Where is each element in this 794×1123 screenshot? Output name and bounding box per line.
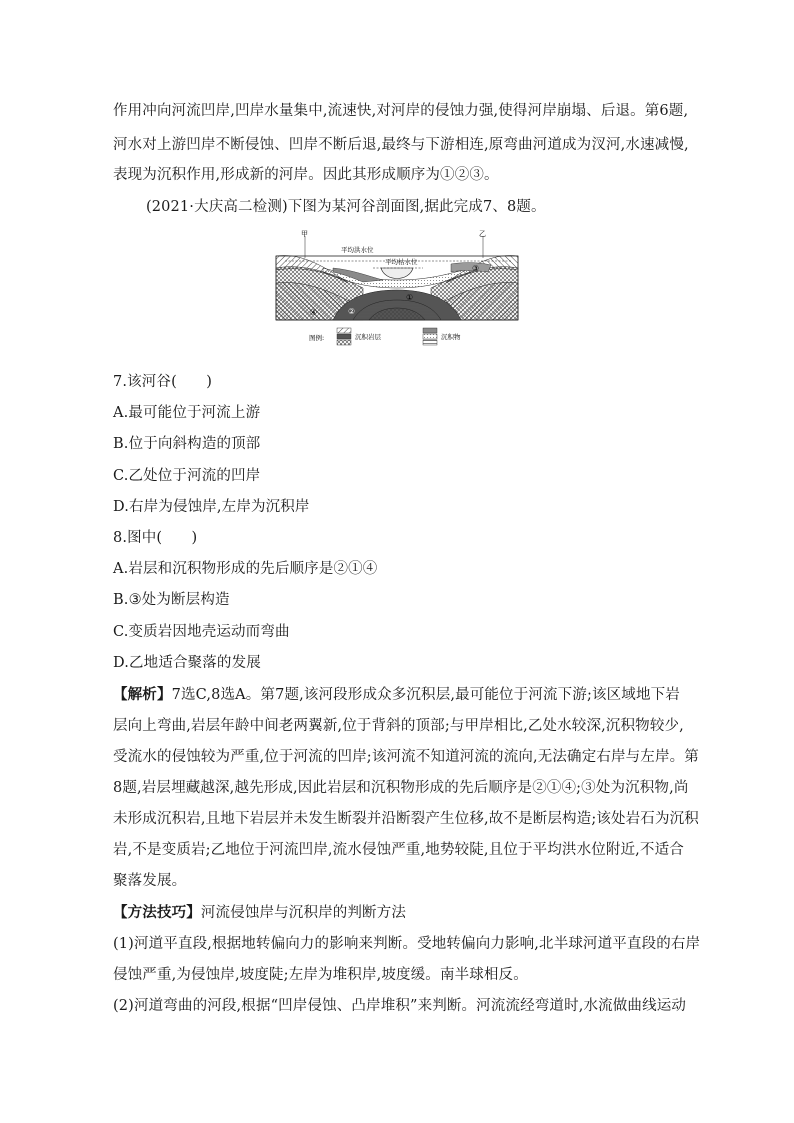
question-7-stem: 7.该河谷( ) bbox=[113, 374, 212, 390]
method-heading bbox=[113, 903, 683, 923]
q7-option-a: A.最可能位于河流上游 bbox=[113, 405, 261, 421]
analysis-line: 聚落发展。 bbox=[113, 873, 187, 889]
question-8-stem: 8.图中( ) bbox=[113, 530, 198, 546]
q7-option-c: C.乙处位于河流的凹岸 bbox=[113, 468, 261, 484]
label-jia: 甲 bbox=[301, 230, 308, 238]
marker-1: ① bbox=[406, 293, 414, 302]
question-intro: (2021·大庆高二检测)下图为某河谷剖面图,据此完成7、8题。 bbox=[146, 199, 546, 215]
marker-2: ② bbox=[348, 307, 356, 316]
analysis-line: 岩,不是变质岩;乙地位于河流凹岸,流水侵蚀严重,地势较陡,且位于平均洪水位附近,不适合 bbox=[113, 842, 684, 858]
legend-sediment: 沉积物 bbox=[441, 333, 461, 341]
method-label: 【方法技巧】 bbox=[113, 904, 201, 921]
label-yi: 乙 bbox=[479, 230, 486, 238]
method-line: (2)河道弯曲的河段,根据“凹岸侵蚀、凸岸堆积”来判断。河流流经弯道时,水流做曲线运动 bbox=[113, 998, 687, 1014]
q8-option-c: C.变质岩因地壳运动而弯曲 bbox=[113, 624, 290, 640]
q8-option-a: A.岩层和沉积物形成的先后顺序是②①④ bbox=[113, 561, 378, 577]
flood-level-label: 平均洪水位 bbox=[341, 246, 374, 254]
paragraph-line: 表现为沉积作用,形成新的河岸。因此其形成顺序为①②③。 bbox=[113, 167, 499, 183]
valley-cross-section-diagram bbox=[273, 228, 521, 346]
marker-4: ④ bbox=[310, 308, 318, 317]
q7-option-b: B.位于向斜构造的顶部 bbox=[113, 436, 261, 452]
river-valley-figure bbox=[273, 228, 521, 346]
analysis-line: 层向上弯曲,岩层年龄中间老两翼新,位于背斜的顶部;与甲岸相比,乙处水较深,沉积物较少, bbox=[113, 718, 684, 734]
analysis-line: 受流水的侵蚀较为严重,位于河流的凹岸;该河流不知道河流的流向,无法确定右岸与左岸。第 bbox=[113, 749, 699, 765]
analysis-line: 【解析】7选C,8选A。第7题,该河段形成众多沉积层,最可能位于河流下游;该区域地下岩 bbox=[113, 686, 680, 703]
paragraph-line: 作用冲向河流凹岸,凹岸水量集中,流速快,对河岸的侵蚀力强,使得河岸崩塌、后退。第6题, bbox=[113, 103, 689, 119]
marker-3: ③ bbox=[472, 264, 480, 273]
q8-option-d: D.乙地适合聚落的发展 bbox=[113, 655, 261, 671]
analysis-label: 【解析】 bbox=[113, 686, 172, 703]
legend-title: 图例: bbox=[309, 334, 325, 342]
legend-rock: 沉积岩层 bbox=[355, 333, 381, 341]
q8-option-b: B.③处为断层构造 bbox=[113, 592, 230, 608]
paragraph-line: 河水对上游凹岸不断侵蚀、凹岸不断后退,最终与下游相连,原弯曲河道成为汊河,水速减慢, bbox=[113, 137, 689, 153]
analysis-line: 8题,岩层埋藏越深,越先形成,因此岩层和沉积物形成的先后顺序是②①④;③处为沉积物,尚 bbox=[113, 780, 689, 796]
method-line: (1)河道平直段,根据地转偏向力的影响来判断。受地转偏向力影响,北半球河道平直段的右岸 bbox=[113, 936, 701, 952]
method-line: 侵蚀严重,为侵蚀岸,坡度陡;左岸为堆积岸,坡度缓。南半球相反。 bbox=[113, 967, 528, 983]
analysis-line: 未形成沉积岩,且地下岩层并未发生断裂并沿断裂产生位移,故不是断层构造;该处岩石为沉积 bbox=[113, 811, 699, 827]
q7-option-d: D.右岸为侵蚀岸,左岸为沉积岸 bbox=[113, 499, 310, 515]
method-title: 河流侵蚀岸与沉积岸的判断方法 bbox=[200, 905, 407, 921]
dry-level-label: 平均枯水位 bbox=[385, 258, 418, 266]
